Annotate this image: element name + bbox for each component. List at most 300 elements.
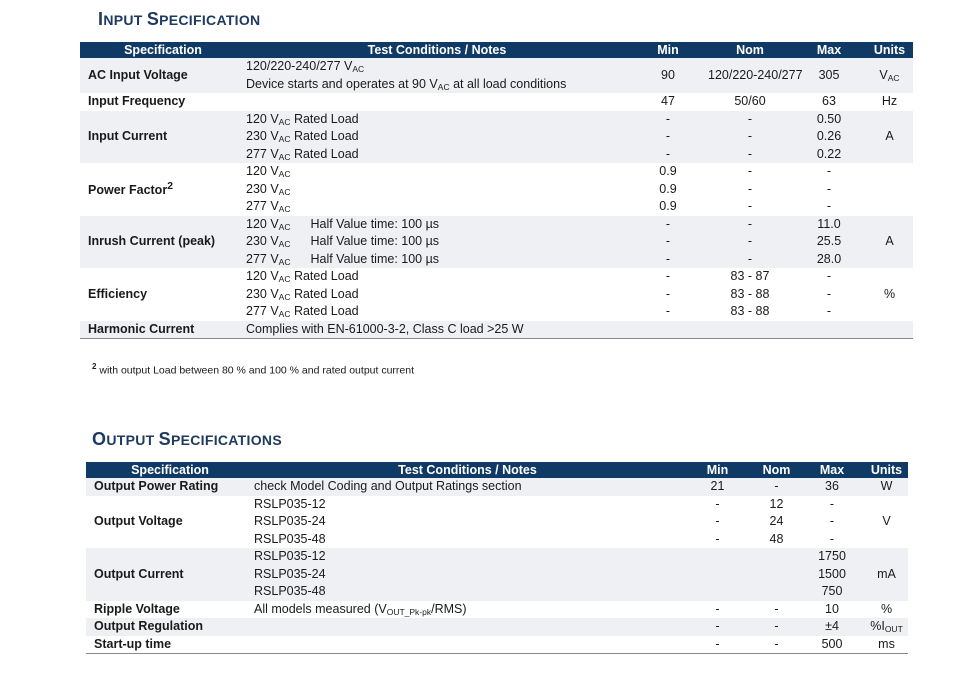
condition-text: RSLP035-12: [254, 496, 326, 511]
max-value: [799, 548, 865, 601]
value-line: [792, 128, 866, 146]
value-text: -: [715, 531, 720, 546]
subscript: AC: [437, 81, 450, 92]
value-line: [792, 251, 866, 269]
unit-value: [865, 636, 908, 654]
condition-line: [246, 233, 628, 251]
value-line: [799, 636, 865, 654]
nom-value: [754, 636, 799, 654]
value-line: [708, 93, 792, 111]
value-line: [754, 513, 799, 531]
spec-label: [86, 618, 254, 636]
value-text: -: [665, 251, 671, 266]
spec-label-text: Output Power Rating: [94, 479, 219, 493]
min-value: [681, 618, 754, 636]
value-text: -: [829, 514, 835, 528]
min-value: [681, 548, 754, 601]
value-line: [708, 67, 803, 85]
table-row: [80, 216, 913, 269]
value-line: [628, 286, 708, 304]
unit-value: [866, 93, 913, 111]
value-line: [628, 303, 708, 321]
title-part: PECIFICATIONS: [170, 432, 282, 448]
table-row: [86, 636, 908, 654]
table-row: [80, 58, 913, 93]
max-value: [799, 618, 865, 636]
unit-value: [865, 496, 908, 549]
spec-label-text: Harmonic Current: [88, 321, 195, 336]
condition-text: 120/220-240/277 V: [246, 59, 353, 73]
table-row: [80, 111, 913, 164]
test-conditions: [254, 548, 681, 601]
condition-text: RSLP035-12: [254, 549, 326, 563]
spec-label: [80, 93, 246, 111]
subscript: AC: [278, 309, 291, 319]
input-spec-table: [80, 42, 913, 339]
value-line: [754, 636, 799, 654]
value-line: [628, 93, 708, 111]
condition-text: 120 V: [246, 269, 279, 283]
value-text: 1500: [818, 566, 846, 581]
spec-label: [86, 636, 254, 654]
max-value: [792, 268, 866, 321]
spec-label: [80, 268, 246, 321]
table-row: [86, 496, 908, 549]
value-text: -: [774, 619, 779, 633]
value-text: 1750: [818, 549, 846, 563]
condition-text: Rated Load: [290, 304, 359, 318]
value-text: -: [715, 514, 720, 528]
value-line: [708, 146, 792, 164]
value-line: [754, 618, 799, 636]
column-header: Specification: [86, 462, 254, 478]
condition-line: [246, 268, 628, 286]
value-line: [681, 531, 754, 549]
spec-label: [86, 601, 254, 619]
value-line: [628, 251, 708, 269]
table-row: [86, 618, 908, 636]
condition-line: [254, 496, 681, 514]
subscript: OUT_Pk-pk: [386, 606, 432, 617]
min-value: [681, 478, 754, 496]
subscript: AC: [278, 256, 291, 267]
unit-text: ms: [878, 636, 895, 651]
spec-label: [86, 548, 254, 601]
value-line: [708, 216, 792, 234]
value-text: -: [774, 479, 779, 493]
spec-label-text: Output Regulation: [94, 619, 204, 633]
test-conditions: [246, 216, 628, 269]
value-line: [792, 216, 866, 234]
header-row: [80, 42, 913, 58]
test-conditions: [254, 601, 681, 619]
value-text: -: [665, 111, 671, 126]
value-text: 83 - 87: [730, 269, 770, 283]
spec-label-text: Input Frequency: [88, 94, 186, 108]
value-line: [628, 198, 708, 216]
value-line: [792, 268, 866, 286]
value-line: [628, 268, 708, 286]
spec-label-text: Input Current: [88, 129, 168, 143]
subscript: AC: [352, 64, 365, 74]
nom-value: [708, 216, 792, 269]
table-row: [80, 93, 913, 111]
value-line: [792, 146, 866, 164]
value-text: -: [665, 304, 671, 318]
min-value: [628, 268, 708, 321]
condition-line: [246, 146, 628, 164]
unit-value: [866, 163, 913, 216]
value-text: 0.26: [816, 129, 842, 143]
value-line: [628, 181, 708, 199]
spec-label-text: Output Current: [94, 566, 184, 581]
column-header: Nom: [754, 462, 799, 478]
unit-text: A: [885, 129, 894, 143]
value-text: -: [829, 531, 835, 546]
spec-label: [80, 163, 246, 216]
output-spec-table: [86, 462, 908, 654]
condition-line: [254, 513, 681, 531]
value-text: 0.50: [816, 111, 842, 126]
test-conditions: [246, 268, 628, 321]
unit-value: [865, 548, 908, 601]
value-line: [792, 303, 866, 321]
value-line: [681, 478, 754, 496]
condition-line: [246, 128, 628, 146]
condition-line: [246, 181, 628, 199]
value-text: -: [747, 129, 753, 143]
value-text: -: [747, 216, 753, 231]
min-value: [628, 216, 708, 269]
condition-text: 230 V: [246, 286, 279, 301]
unit-value: [865, 601, 908, 619]
value-text: -: [774, 636, 779, 651]
spec-label-text: Efficiency: [88, 286, 148, 301]
condition-text: Half Value time: 100 µs: [310, 216, 440, 231]
value-line: [628, 128, 708, 146]
min-value: [681, 636, 754, 654]
value-line: [754, 496, 799, 514]
value-line: [792, 163, 866, 181]
condition-text: Rated Load: [290, 269, 359, 283]
value-line: [799, 496, 865, 514]
table-row: [86, 601, 908, 619]
min-value: [628, 111, 708, 164]
value-line: [628, 111, 708, 129]
value-line: [681, 513, 754, 531]
column-header: Specification: [80, 42, 246, 58]
min-value: [628, 58, 708, 93]
value-text: 28.0: [816, 251, 842, 266]
value-text: 63: [822, 94, 836, 108]
subscript: AC: [278, 169, 291, 179]
table-row: [86, 548, 908, 601]
spec-label-text: Output Voltage: [94, 514, 183, 528]
value-line: [754, 531, 799, 549]
min-value: [628, 321, 708, 339]
condition-line: [246, 76, 628, 94]
column-header: Nom: [708, 42, 792, 58]
subscript: AC: [278, 291, 291, 302]
footnote-ref: 2: [167, 181, 173, 193]
unit-value: [866, 321, 913, 339]
value-text: -: [747, 199, 753, 213]
value-text: -: [829, 496, 835, 511]
condition-text: 230 V: [246, 181, 279, 196]
footnote-mark: 2: [92, 362, 97, 371]
subscript: AC: [278, 274, 291, 284]
value-text: 24: [769, 514, 784, 528]
test-conditions: [246, 58, 628, 93]
condition-text: 230 V: [246, 234, 279, 248]
value-text: 0.9: [659, 199, 677, 213]
value-line: [792, 67, 866, 85]
value-line: [708, 251, 792, 269]
unit-text: V: [882, 514, 891, 528]
value-line: [799, 583, 865, 601]
test-conditions: [254, 496, 681, 549]
value-line: [628, 216, 708, 234]
max-value: [792, 163, 866, 216]
test-conditions: [254, 618, 681, 636]
value-line: [708, 128, 792, 146]
column-header: Test Conditions / Notes: [246, 42, 628, 58]
condition-text: 277 V: [246, 146, 279, 161]
unit-text: %: [883, 286, 896, 301]
nom-value: [708, 321, 792, 339]
value-line: [628, 146, 708, 164]
value-text: ±4: [825, 619, 839, 633]
value-text: 36: [825, 479, 839, 493]
value-line: [792, 233, 866, 251]
value-text: -: [826, 269, 832, 283]
nom-value: [708, 268, 792, 321]
subscript: AC: [278, 151, 291, 162]
value-line: [708, 303, 792, 321]
value-text: -: [665, 129, 671, 143]
column-header: Min: [681, 462, 754, 478]
value-text: 21: [710, 479, 725, 493]
test-conditions: [246, 111, 628, 164]
table-row: [80, 268, 913, 321]
condition-text: Complies with EN-61000-3-2, Class C load >25 W: [246, 321, 524, 336]
spec-label: [80, 58, 246, 93]
min-value: [628, 163, 708, 216]
column-header: Test Conditions / Notes: [254, 462, 681, 478]
value-text: -: [665, 146, 671, 161]
value-line: [799, 601, 865, 619]
nom-value: [754, 548, 799, 601]
value-line: [708, 198, 792, 216]
value-text: -: [826, 199, 832, 213]
value-line: [708, 163, 792, 181]
unit-text: A: [885, 234, 894, 248]
condition-text: Half Value time: 100 µs: [310, 251, 440, 266]
value-line: [681, 618, 754, 636]
value-text: 0.9: [659, 164, 677, 178]
condition-text: RSLP035-24: [254, 514, 326, 528]
nom-value: [754, 601, 799, 619]
value-line: [799, 566, 865, 584]
unit-text: Hz: [881, 94, 898, 108]
spec-label-text: Ripple Voltage: [94, 601, 180, 616]
value-line: [708, 111, 792, 129]
max-value: [792, 216, 866, 269]
value-line: [799, 548, 865, 566]
value-text: -: [747, 234, 753, 248]
test-conditions: [254, 636, 681, 654]
title-part: NPUT: [103, 12, 147, 28]
condition-line: [246, 251, 628, 269]
spec-label-text: AC Input Voltage: [88, 67, 188, 82]
condition-line: [246, 303, 628, 321]
condition-text: at all load conditions: [449, 76, 567, 91]
min-value: [681, 601, 754, 619]
value-text: 0.9: [659, 181, 677, 196]
value-line: [799, 478, 865, 496]
test-conditions: [246, 163, 628, 216]
test-conditions: [254, 478, 681, 496]
value-text: 48: [769, 531, 784, 546]
table-row: [80, 163, 913, 216]
max-value: [792, 93, 866, 111]
condition-text: RSLP035-48: [254, 584, 326, 598]
unit-value: [866, 58, 913, 93]
spec-label: [80, 321, 246, 339]
value-text: -: [826, 286, 832, 301]
nom-value: [754, 618, 799, 636]
spec-label-text: Start-up time: [94, 636, 172, 651]
max-value: [792, 321, 866, 339]
condition-text: RSLP035-24: [254, 566, 326, 581]
unit-value: [866, 216, 913, 269]
condition-line: [254, 531, 681, 549]
value-text: -: [747, 251, 753, 266]
value-text: 10: [825, 601, 839, 616]
footnote: [92, 362, 414, 377]
condition-text: 277 V: [246, 251, 279, 266]
subscript: AC: [278, 239, 291, 249]
nom-value: [708, 111, 792, 164]
condition-text: 277 V: [246, 199, 279, 213]
value-line: [681, 601, 754, 619]
condition-text: RSLP035-48: [254, 531, 326, 546]
condition-text: /RMS): [431, 601, 467, 616]
condition-text: All models measured (V: [254, 601, 387, 616]
unit-text: %I: [870, 619, 885, 633]
spec-label: [86, 496, 254, 549]
condition-line: [254, 566, 681, 584]
value-line: [708, 286, 792, 304]
condition-line: [246, 198, 628, 216]
value-line: [792, 111, 866, 129]
unit-text: W: [880, 479, 893, 493]
max-value: [799, 496, 865, 549]
value-text: -: [826, 164, 832, 178]
condition-text: Rated Load: [290, 146, 359, 161]
value-text: -: [826, 304, 832, 318]
column-header: Units: [865, 462, 908, 478]
condition-line: [254, 583, 681, 601]
value-line: [754, 601, 799, 619]
value-text: 11.0: [817, 216, 841, 231]
value-line: [792, 198, 866, 216]
column-header: Max: [792, 42, 866, 58]
output-spec-title: [92, 429, 282, 450]
nom-value: [708, 93, 792, 111]
condition-line: [246, 321, 628, 339]
title-part: O: [92, 429, 107, 449]
condition-text: 277 V: [246, 304, 279, 318]
header-row: [86, 462, 908, 478]
title-part: S: [146, 9, 160, 29]
spec-label: [80, 216, 246, 269]
value-line: [708, 268, 792, 286]
spec-label-text: Inrush Current (peak): [88, 234, 216, 248]
spec-label: [86, 478, 254, 496]
value-line: [799, 513, 865, 531]
value-text: -: [665, 216, 671, 231]
unit-value: [866, 111, 913, 164]
subscript: AC: [278, 221, 291, 232]
nom-value: [754, 478, 799, 496]
max-value: [799, 478, 865, 496]
value-text: 90: [661, 67, 675, 82]
value-line: [628, 67, 708, 85]
value-text: 12: [769, 496, 784, 511]
nom-value: [708, 163, 792, 216]
value-text: 0.22: [816, 146, 842, 161]
condition-text: check Model Coding and Output Ratings section: [254, 479, 522, 493]
value-text: -: [747, 164, 753, 178]
condition-line: [246, 286, 628, 304]
condition-text: Rated Load: [290, 111, 359, 126]
value-line: [754, 478, 799, 496]
nom-value: [754, 496, 799, 549]
table-row: [86, 478, 908, 496]
condition-line: [254, 548, 681, 566]
unit-value: [865, 478, 908, 496]
value-text: -: [715, 601, 720, 616]
value-text: -: [774, 601, 779, 616]
condition-text: Half Value time: 100 µs: [310, 234, 440, 248]
column-header: Units: [866, 42, 913, 58]
spec-label: [80, 111, 246, 164]
condition-text: Device starts and operates at 90 V: [246, 76, 438, 91]
value-text: -: [715, 496, 720, 511]
condition-text: 120 V: [246, 111, 279, 126]
max-value: [799, 636, 865, 654]
condition-line: [246, 216, 628, 234]
value-text: -: [826, 181, 832, 196]
value-text: -: [715, 636, 720, 651]
unit-text: %: [880, 601, 893, 616]
condition-line: [254, 478, 681, 496]
title-part: S: [158, 429, 171, 449]
value-text: 47: [661, 94, 675, 108]
spec-label-text: Power Factor: [88, 183, 168, 198]
value-text: -: [715, 619, 720, 633]
value-text: 500: [821, 636, 843, 651]
value-line: [792, 181, 866, 199]
value-line: [708, 181, 792, 199]
value-line: [708, 233, 792, 251]
value-text: -: [665, 286, 671, 301]
value-line: [799, 531, 865, 549]
subscript: AC: [278, 134, 291, 144]
unit-value: [865, 618, 908, 636]
subscript: AC: [278, 116, 291, 127]
